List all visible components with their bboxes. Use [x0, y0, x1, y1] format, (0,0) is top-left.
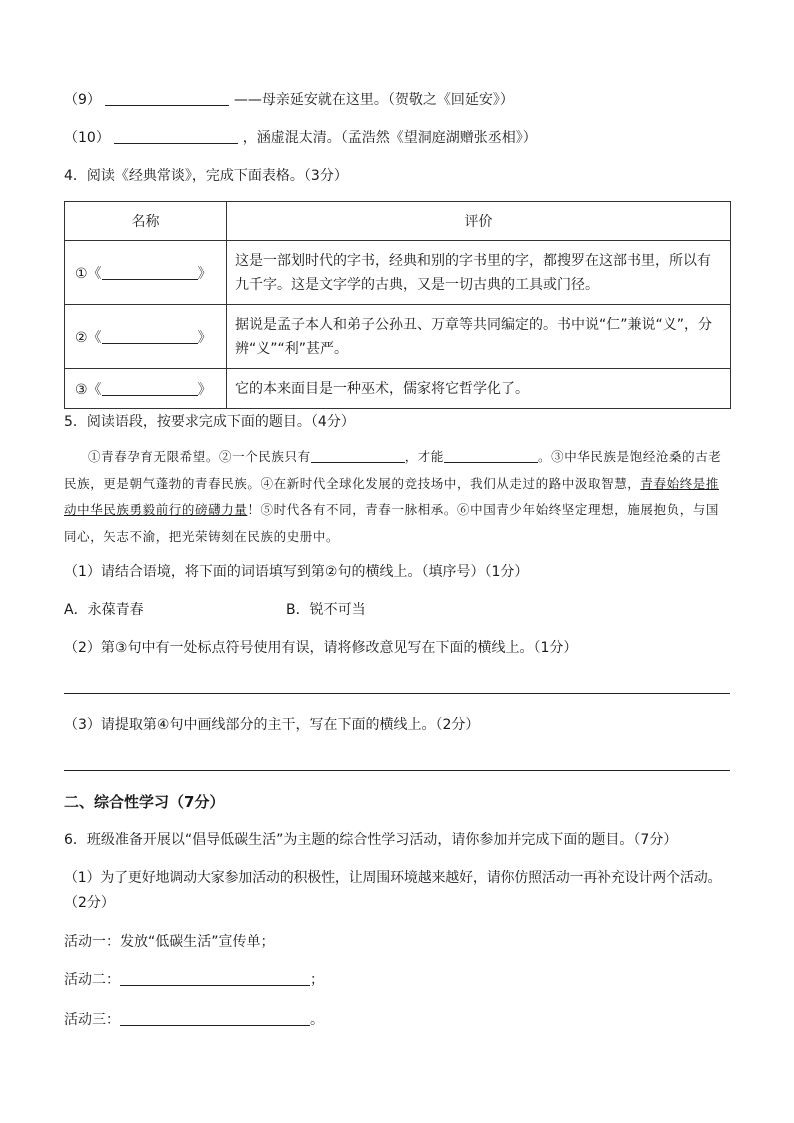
q5-prompt: 5．阅读语段，按要求完成下面的题目。（4分）	[64, 414, 355, 430]
book-title-blank[interactable]	[102, 265, 198, 280]
passage-blank-2[interactable]	[444, 448, 538, 463]
passage-text: ，才能	[404, 449, 445, 464]
header-eval: 评价	[227, 202, 731, 241]
passage-blank-1[interactable]	[311, 448, 405, 463]
q6-prompt: 6．班级准备开展以“倡导低碳生活”为主题的综合性学习活动，请你参加并完成下面的题目。（7分）	[64, 832, 678, 848]
book-title-blank[interactable]	[102, 381, 198, 396]
activity-label: 活动二：	[64, 972, 120, 988]
bracket-close: 》	[197, 265, 212, 282]
activity-2	[64, 970, 324, 990]
q3-item-9	[64, 90, 514, 110]
fill-blank[interactable]	[114, 129, 238, 144]
item-number: （10）	[64, 130, 110, 146]
classics-table	[64, 201, 731, 409]
q4-prompt: 4．阅读《经典常谈》，完成下面表格。（3分）	[64, 168, 348, 184]
answer-line[interactable]	[64, 770, 730, 771]
passage-text: 。③中华民族是饱经沧桑的古老民族，更是朝气蓬勃的青春民族。④在新时代全球化发展的竞技场中，我们从走过的路中汲取智慧，	[64, 449, 722, 491]
activity-3	[64, 1010, 324, 1030]
q5-passage	[64, 444, 730, 550]
evaluation-cell: 这是一部划时代的字书，经典和别的字书里的字，都搜罗在这部书里，所以有九千字。这是文字学的古典，又是一切古典的工具或门径。	[227, 241, 731, 305]
passage-text: ！⑤时代各有不同，青春一脉相承。⑥中国青少年始终坚定理想，施展抱负，与国同心，矢志不渝，把光荣铸刻在民族的史册中。	[64, 502, 720, 544]
option-a: A．永葆青春	[64, 602, 144, 618]
book-name-cell	[65, 241, 227, 305]
row-number: ③《	[75, 381, 102, 398]
activity-end: 。	[310, 1012, 324, 1028]
header-name: 名称	[65, 202, 227, 241]
table-row	[65, 369, 731, 409]
activity-label: 活动三：	[64, 1012, 120, 1028]
bracket-close: 》	[197, 329, 212, 346]
q6-sub1: （1）为了更好地调动大家参加活动的积极性，让周围环境越来越好，请你仿照活动一再补充设计两个活动。	[64, 870, 722, 886]
evaluation-cell: 它的本来面目是一种巫术，儒家将它哲学化了。	[227, 369, 731, 409]
book-name-cell	[65, 305, 227, 369]
item-number: （9）	[64, 92, 101, 108]
table-header-row	[65, 202, 731, 241]
activity-1: 活动一：发放“低碳生活”宣传单；	[64, 934, 275, 950]
row-number: ①《	[75, 265, 102, 282]
option-b: B．锐不可当	[286, 602, 366, 618]
q5-sub3: （3）请提取第④句中画线部分的主干，写在下面的横线上。（2分）	[64, 717, 480, 733]
table-row	[65, 305, 731, 369]
q6-sub1-score: （2分）	[64, 895, 115, 911]
q3-item-10	[64, 128, 537, 148]
item-text: ——母亲延安就在这里。（贺敬之《回延安》）	[233, 92, 514, 108]
evaluation-cell: 据说是孟子本人和弟子公孙丑、万章等共同编定的。书中说“仁”兼说“义”，分辨“义”“利”甚严。	[227, 305, 731, 369]
underlined-phrase: 青春始终是推动中华民族勇毅前行的磅礴力量	[64, 475, 720, 517]
q5-sub2: （2）第③句中有一处标点符号使用有误，请将修改意见写在下面的横线上。（1分）	[64, 640, 578, 656]
q5-sub1: （1）请结合语境，将下面的词语填写到第②句的横线上。（填序号）（1分）	[64, 564, 529, 580]
row-number: ②《	[75, 329, 102, 346]
section-heading: 二、综合性学习（7分）	[64, 793, 225, 811]
activity-3-blank[interactable]	[120, 1011, 310, 1026]
activity-2-blank[interactable]	[120, 971, 310, 986]
book-title-blank[interactable]	[102, 329, 198, 344]
item-text: ，涵虚混太清。（孟浩然《望洞庭湖赠张丞相》）	[242, 130, 537, 146]
answer-line[interactable]	[64, 693, 730, 694]
book-name-cell	[65, 369, 227, 409]
passage-text: ①青春孕育无限希望。②一个民族只有	[88, 449, 311, 464]
activity-end: ；	[310, 972, 324, 988]
bracket-close: 》	[197, 381, 212, 398]
fill-blank[interactable]	[105, 91, 229, 106]
table-row	[65, 241, 731, 305]
